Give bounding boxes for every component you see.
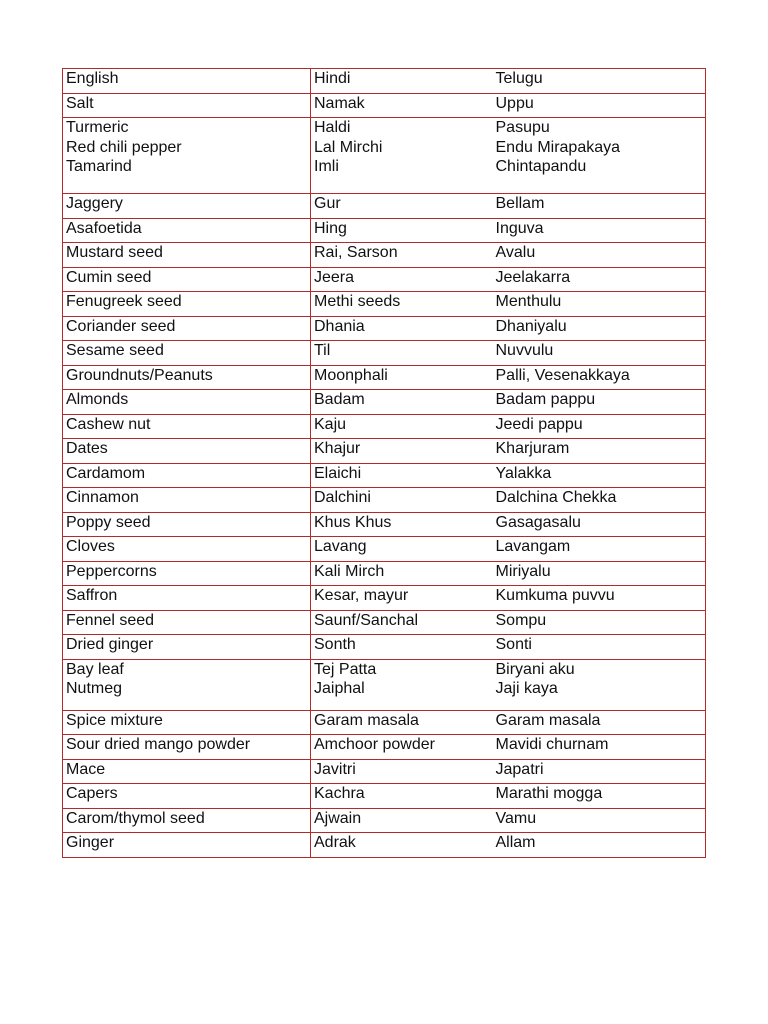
cell-english <box>63 488 311 513</box>
table-row <box>63 512 706 537</box>
cell-english <box>63 610 311 635</box>
cell-hindi-text: Badam <box>314 391 365 408</box>
cell-english-text: Sesame seed <box>66 342 164 359</box>
cell-hindi <box>311 243 493 268</box>
cell-hindi-text: Tej Patta <box>314 660 377 678</box>
cell-telugu <box>493 610 706 635</box>
cell-english <box>63 463 311 488</box>
header-hindi: Hindi <box>311 69 493 94</box>
cell-telugu <box>493 784 706 809</box>
table-row <box>63 833 706 858</box>
cell-hindi-text: Til <box>314 342 331 359</box>
cell-telugu <box>493 365 706 390</box>
cell-hindi-text: Lal Mirchi <box>314 138 383 156</box>
header-english: English <box>63 69 311 94</box>
cell-telugu-text: Kharjuram <box>495 440 570 457</box>
cell-telugu <box>493 735 706 760</box>
cell-english-text: Sour dried mango powder <box>66 736 251 753</box>
table-row <box>63 218 706 243</box>
cell-hindi-text: Garam masala <box>314 711 419 729</box>
cell-hindi-text: Ajwain <box>314 809 362 827</box>
cell-telugu <box>493 267 706 292</box>
cell-telugu-text: Dhaniyalu <box>495 317 567 335</box>
cell-telugu-text: Mavidi churnam <box>495 736 609 753</box>
cell-english <box>63 341 311 366</box>
cell-hindi <box>311 292 493 317</box>
cell-english-text: Poppy seed <box>66 513 151 531</box>
table-row <box>63 635 706 660</box>
cell-telugu-text: Sonti <box>495 636 532 653</box>
cell-telugu-text: Vamu <box>495 809 537 827</box>
cell-english <box>63 218 311 243</box>
cell-hindi-text: Elaichi <box>314 464 362 482</box>
cell-hindi-text: Namak <box>314 94 365 112</box>
cell-telugu-text: Marathi mogga <box>495 785 603 802</box>
table-row <box>63 414 706 439</box>
table-row <box>63 243 706 268</box>
cell-english <box>63 833 311 858</box>
cell-telugu <box>493 488 706 513</box>
cell-english-text: Turmeric <box>66 119 129 136</box>
cell-english-text: Red chili pepper <box>66 138 182 156</box>
cell-english-text: Asafoetida <box>66 219 142 237</box>
cell-telugu <box>493 659 706 710</box>
cell-hindi <box>311 784 493 809</box>
cell-telugu-text: Menthulu <box>495 293 562 310</box>
cell-english-text: Carom/thymol seed <box>66 809 205 827</box>
cell-telugu-text: Nuvvulu <box>495 342 554 359</box>
cell-hindi <box>311 365 493 390</box>
table-body <box>63 69 706 858</box>
cell-telugu-text: Bellam <box>495 195 545 212</box>
cell-english <box>63 93 311 118</box>
cell-english-text: Almonds <box>66 391 129 408</box>
table-row <box>63 292 706 317</box>
cell-telugu-text: Lavangam <box>495 538 571 555</box>
cell-english <box>63 414 311 439</box>
cell-hindi <box>311 735 493 760</box>
cell-english-text: Ginger <box>66 834 115 851</box>
cell-english <box>63 586 311 611</box>
cell-hindi-text: Javitri <box>314 760 356 778</box>
cell-telugu-text: Avalu <box>495 244 536 261</box>
cell-telugu <box>493 118 706 194</box>
table-row <box>63 341 706 366</box>
cell-hindi-text: Kesar, mayur <box>314 587 409 604</box>
cell-telugu <box>493 537 706 562</box>
cell-english <box>63 759 311 784</box>
cell-telugu <box>493 390 706 415</box>
cell-english-text: Fenugreek seed <box>66 293 182 310</box>
cell-hindi-text: Haldi <box>314 119 351 136</box>
cell-telugu <box>493 759 706 784</box>
cell-hindi <box>311 808 493 833</box>
table-row <box>63 267 706 292</box>
cell-english <box>63 537 311 562</box>
cell-hindi-text: Sonth <box>314 636 356 653</box>
cell-telugu-text: Kumkuma puvvu <box>495 587 615 604</box>
cell-telugu-text: Uppu <box>495 94 534 112</box>
cell-telugu <box>493 710 706 735</box>
cell-telugu-text: Sompu <box>495 611 547 629</box>
cell-english <box>63 659 311 710</box>
cell-hindi-text: Kali Mirch <box>314 562 385 580</box>
cell-english-text: Fennel seed <box>66 611 155 629</box>
cell-telugu-text: Chintapandu <box>495 158 587 175</box>
cell-telugu <box>493 243 706 268</box>
cell-english <box>63 808 311 833</box>
cell-hindi-text: Dalchini <box>314 489 371 506</box>
cell-hindi <box>311 759 493 784</box>
cell-hindi <box>311 659 493 710</box>
cell-telugu <box>493 586 706 611</box>
cell-hindi-text: Moonphali <box>314 366 388 384</box>
cell-hindi <box>311 635 493 660</box>
cell-hindi-text: Kachra <box>314 785 365 802</box>
cell-hindi <box>311 267 493 292</box>
cell-hindi-text: Amchoor powder <box>314 736 435 753</box>
cell-hindi <box>311 218 493 243</box>
cell-hindi-text: Saunf/Sanchal <box>314 611 419 629</box>
cell-english <box>63 365 311 390</box>
cell-telugu <box>493 218 706 243</box>
cell-hindi <box>311 537 493 562</box>
cell-hindi <box>311 439 493 464</box>
cell-telugu-text: Badam pappu <box>495 391 596 408</box>
cell-telugu-text: Dalchina Chekka <box>495 489 617 506</box>
cell-telugu-text: Endu Mirapakaya <box>495 138 621 156</box>
table-row <box>63 118 706 194</box>
cell-english <box>63 635 311 660</box>
cell-english-text: Cumin seed <box>66 268 152 286</box>
cell-telugu-text: Yalakka <box>495 464 552 482</box>
cell-telugu-text: Japatri <box>495 760 544 778</box>
table-row <box>63 537 706 562</box>
cell-english <box>63 439 311 464</box>
cell-english <box>63 561 311 586</box>
cell-hindi <box>311 316 493 341</box>
cell-hindi-text: Khajur <box>314 440 361 457</box>
table-row <box>63 439 706 464</box>
cell-hindi-text: Methi seeds <box>314 293 401 310</box>
cell-telugu-text: Jeedi pappu <box>495 415 583 433</box>
table-row <box>63 390 706 415</box>
cell-telugu-text: Pasupu <box>495 119 550 136</box>
cell-english <box>63 194 311 219</box>
cell-english-text: Nutmeg <box>66 680 123 697</box>
cell-english-text: Cinnamon <box>66 489 139 506</box>
spice-names-table <box>62 68 706 858</box>
cell-hindi-text: Lavang <box>314 538 367 555</box>
table-row <box>63 316 706 341</box>
cell-hindi-text: Jaiphal <box>314 680 365 697</box>
cell-english-text: Mustard seed <box>66 244 163 261</box>
cell-telugu <box>493 512 706 537</box>
cell-hindi <box>311 586 493 611</box>
cell-telugu-text: Palli, Vesenakkaya <box>495 366 630 384</box>
cell-hindi-text: Hing <box>314 219 347 237</box>
cell-english <box>63 292 311 317</box>
cell-hindi <box>311 488 493 513</box>
cell-english <box>63 784 311 809</box>
cell-hindi-text: Dhania <box>314 317 365 335</box>
table-row <box>63 365 706 390</box>
cell-telugu <box>493 292 706 317</box>
table-row <box>63 659 706 710</box>
table-row <box>63 561 706 586</box>
table-row <box>63 488 706 513</box>
cell-english-text: Cashew nut <box>66 415 151 433</box>
cell-telugu <box>493 463 706 488</box>
cell-english-text: Coriander seed <box>66 317 176 335</box>
cell-hindi-text: Gur <box>314 195 341 212</box>
cell-english <box>63 512 311 537</box>
cell-hindi <box>311 463 493 488</box>
cell-hindi <box>311 414 493 439</box>
cell-telugu <box>493 635 706 660</box>
cell-telugu <box>493 561 706 586</box>
cell-telugu-text: Miriyalu <box>495 562 551 580</box>
header-telugu: Telugu <box>493 69 706 94</box>
cell-hindi <box>311 194 493 219</box>
table-row <box>63 735 706 760</box>
cell-english <box>63 267 311 292</box>
cell-telugu <box>493 194 706 219</box>
table-row <box>63 93 706 118</box>
cell-english-text: Tamarind <box>66 158 132 175</box>
cell-hindi <box>311 390 493 415</box>
cell-english-text: Salt <box>66 94 94 112</box>
cell-english <box>63 710 311 735</box>
cell-english-text: Groundnuts/Peanuts <box>66 366 213 384</box>
cell-english-text: Capers <box>66 785 118 802</box>
cell-english-text: Dates <box>66 440 108 457</box>
cell-english-text: Peppercorns <box>66 562 157 580</box>
cell-english-text: Saffron <box>66 587 118 604</box>
cell-hindi <box>311 512 493 537</box>
cell-telugu-text: Inguva <box>495 219 544 237</box>
cell-hindi <box>311 93 493 118</box>
table-row <box>63 586 706 611</box>
cell-english <box>63 316 311 341</box>
table-row <box>63 808 706 833</box>
cell-telugu-text: Jeelakarra <box>495 268 571 286</box>
cell-english-text: Jaggery <box>66 195 123 212</box>
cell-hindi-text: Khus Khus <box>314 513 392 531</box>
cell-hindi-text: Kaju <box>314 415 347 433</box>
cell-telugu <box>493 341 706 366</box>
cell-english-text: Spice mixture <box>66 711 163 729</box>
cell-hindi <box>311 561 493 586</box>
cell-english-text: Cloves <box>66 538 115 555</box>
cell-telugu-text: Allam <box>495 834 536 851</box>
cell-hindi <box>311 610 493 635</box>
cell-telugu <box>493 808 706 833</box>
cell-english <box>63 118 311 194</box>
cell-telugu <box>493 414 706 439</box>
table-row <box>63 784 706 809</box>
cell-telugu-text: Gasagasalu <box>495 513 581 531</box>
cell-hindi <box>311 833 493 858</box>
cell-hindi <box>311 118 493 194</box>
cell-english-text: Mace <box>66 760 106 778</box>
cell-telugu-text: Jaji kaya <box>495 680 558 697</box>
cell-hindi <box>311 341 493 366</box>
cell-hindi-text: Imli <box>314 158 339 175</box>
cell-telugu <box>493 833 706 858</box>
table-row <box>63 463 706 488</box>
cell-english <box>63 390 311 415</box>
cell-english <box>63 243 311 268</box>
cell-telugu <box>493 93 706 118</box>
table-row <box>63 759 706 784</box>
cell-telugu <box>493 316 706 341</box>
cell-english-text: Dried ginger <box>66 636 154 653</box>
cell-telugu <box>493 439 706 464</box>
cell-english <box>63 735 311 760</box>
cell-hindi <box>311 710 493 735</box>
cell-english-text: Bay leaf <box>66 660 124 678</box>
table-row <box>63 610 706 635</box>
table-row <box>63 194 706 219</box>
cell-hindi-text: Jeera <box>314 268 355 286</box>
table-header-row <box>63 69 706 94</box>
table-row <box>63 710 706 735</box>
cell-english-text: Cardamom <box>66 464 146 482</box>
cell-telugu-text: Biryani aku <box>495 660 575 678</box>
cell-telugu-text: Garam masala <box>495 711 601 729</box>
cell-hindi-text: Adrak <box>314 834 356 851</box>
cell-hindi-text: Rai, Sarson <box>314 244 398 261</box>
